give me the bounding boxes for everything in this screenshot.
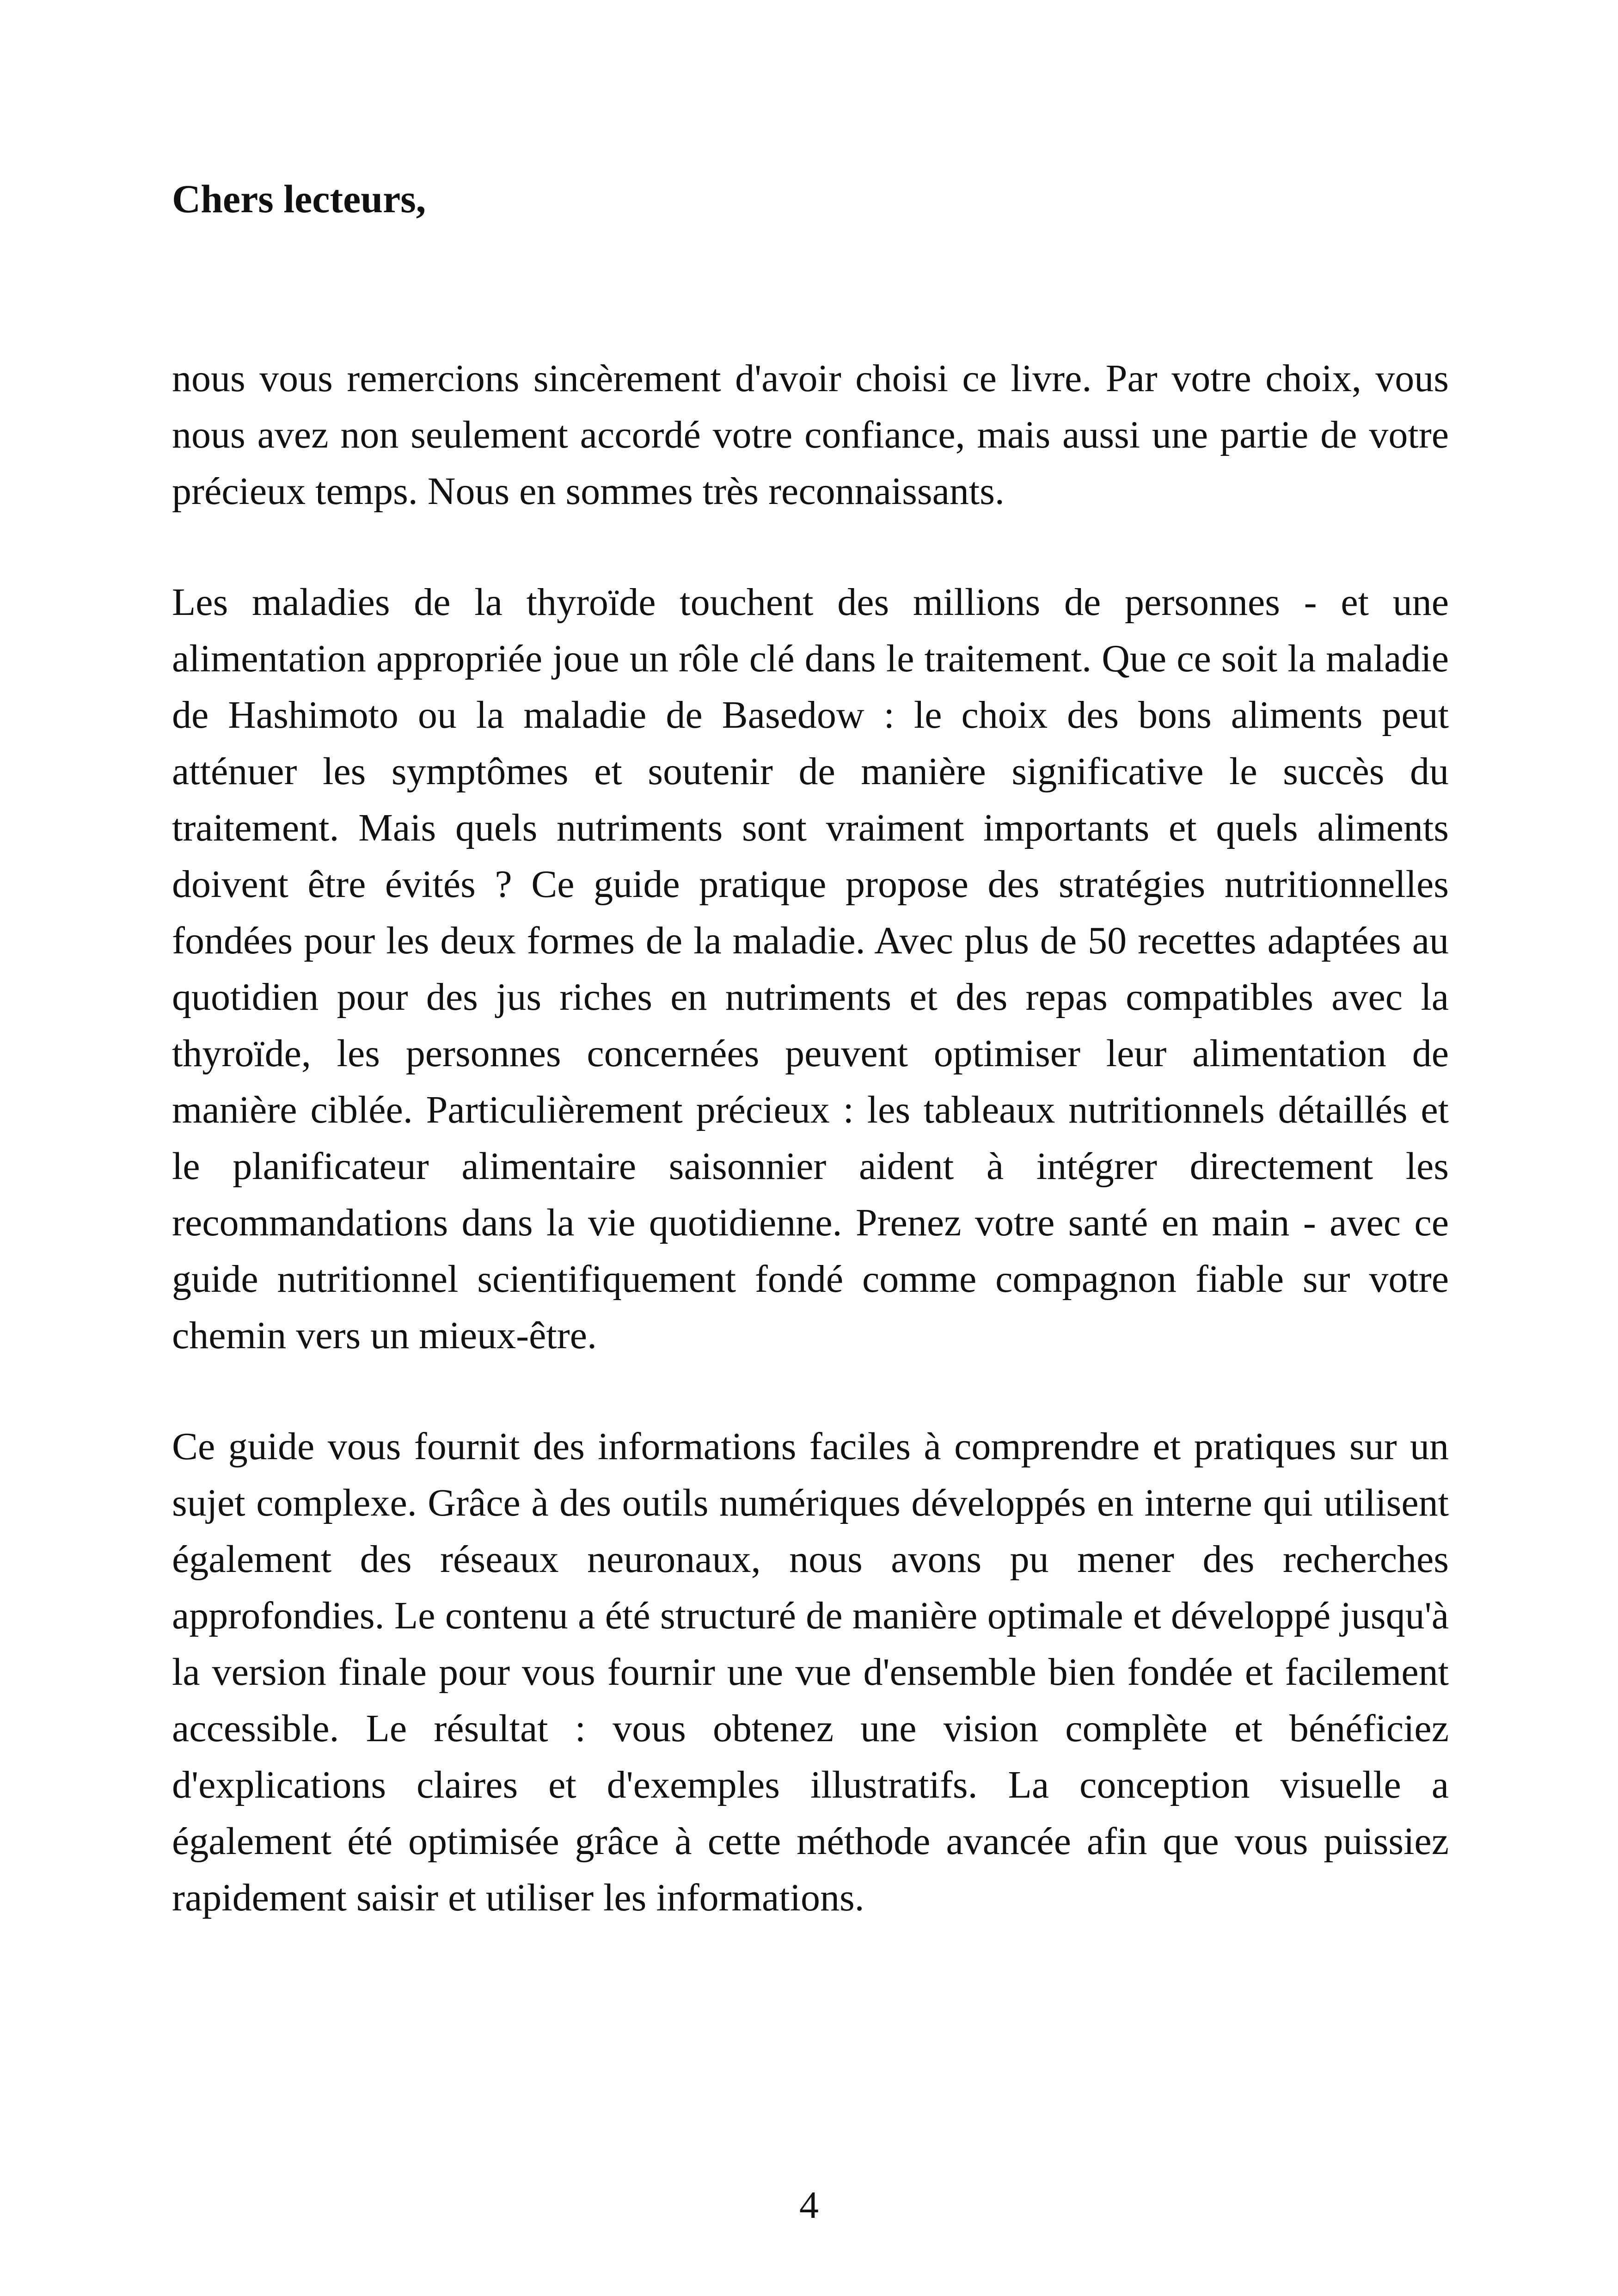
paragraph-thanks: nous vous remercions sincèrement d'avoir choisi ce livre. Par votre choix, vous nous avez non seulement accordé votre confiance, mais aussi une partie de votre précieux temps. Nous en sommes très reconnaissants.	[172, 357, 1449, 513]
page-number: 4	[799, 2184, 819, 2227]
paragraph-thyroid-nutrition: Les maladies de la thyroïde touchent des millions de personnes - et une alimentation appropriée joue un rôle clé dans le traitement. Que ce soit la maladie de Hashimoto ou la maladie de Basedow : le choix des bons aliments peut atténuer les symptômes et soutenir de manière significative le succès du traitement. Mais quels nutriments sont vraiment importants et quels aliments doivent être évités ? Ce guide pratique propose des stratégies nutritionnelles fondées pour les deux formes de la maladie. Avec plus de 50 recettes adaptées au quotidien pour des jus riches en nutriments et des repas compatibles avec la thyroïde, les personnes concernées peuvent optimiser leur alimentation de manière ciblée. Particulièrement précieux : les tableaux nutritionnels détaillés et le planificateur alimentaire saisonnier aident à intégrer directement les recommandations dans la vie quotidienne. Prenez votre santé en main - avec ce guide nutritionnel scientifiquement fondé comme compagnon fiable sur votre chemin vers un mieux-être.	[172, 581, 1449, 1357]
page-content	[172, 171, 1449, 1926]
salutation-heading: Chers lecteurs,	[172, 177, 426, 221]
paragraph-guide-method: Ce guide vous fournit des informations faciles à comprendre et pratiques sur un sujet complexe. Grâce à des outils numériques développés en interne qui utilisent également des réseaux neuronaux, nous avons pu mener des recherches approfondies. Le contenu a été structuré de manière optimale et développé jusqu'à la version finale pour vous fournir une vue d'ensemble bien fondée et facilement accessible. Le résultat : vous obtenez une vision complète et bénéficiez d'explications claires et d'exemples illustratifs. La conception visuelle a également été optimisée grâce à cette méthode avancée afin que vous puissiez rapidement saisir et utiliser les informations.	[172, 1425, 1449, 1919]
